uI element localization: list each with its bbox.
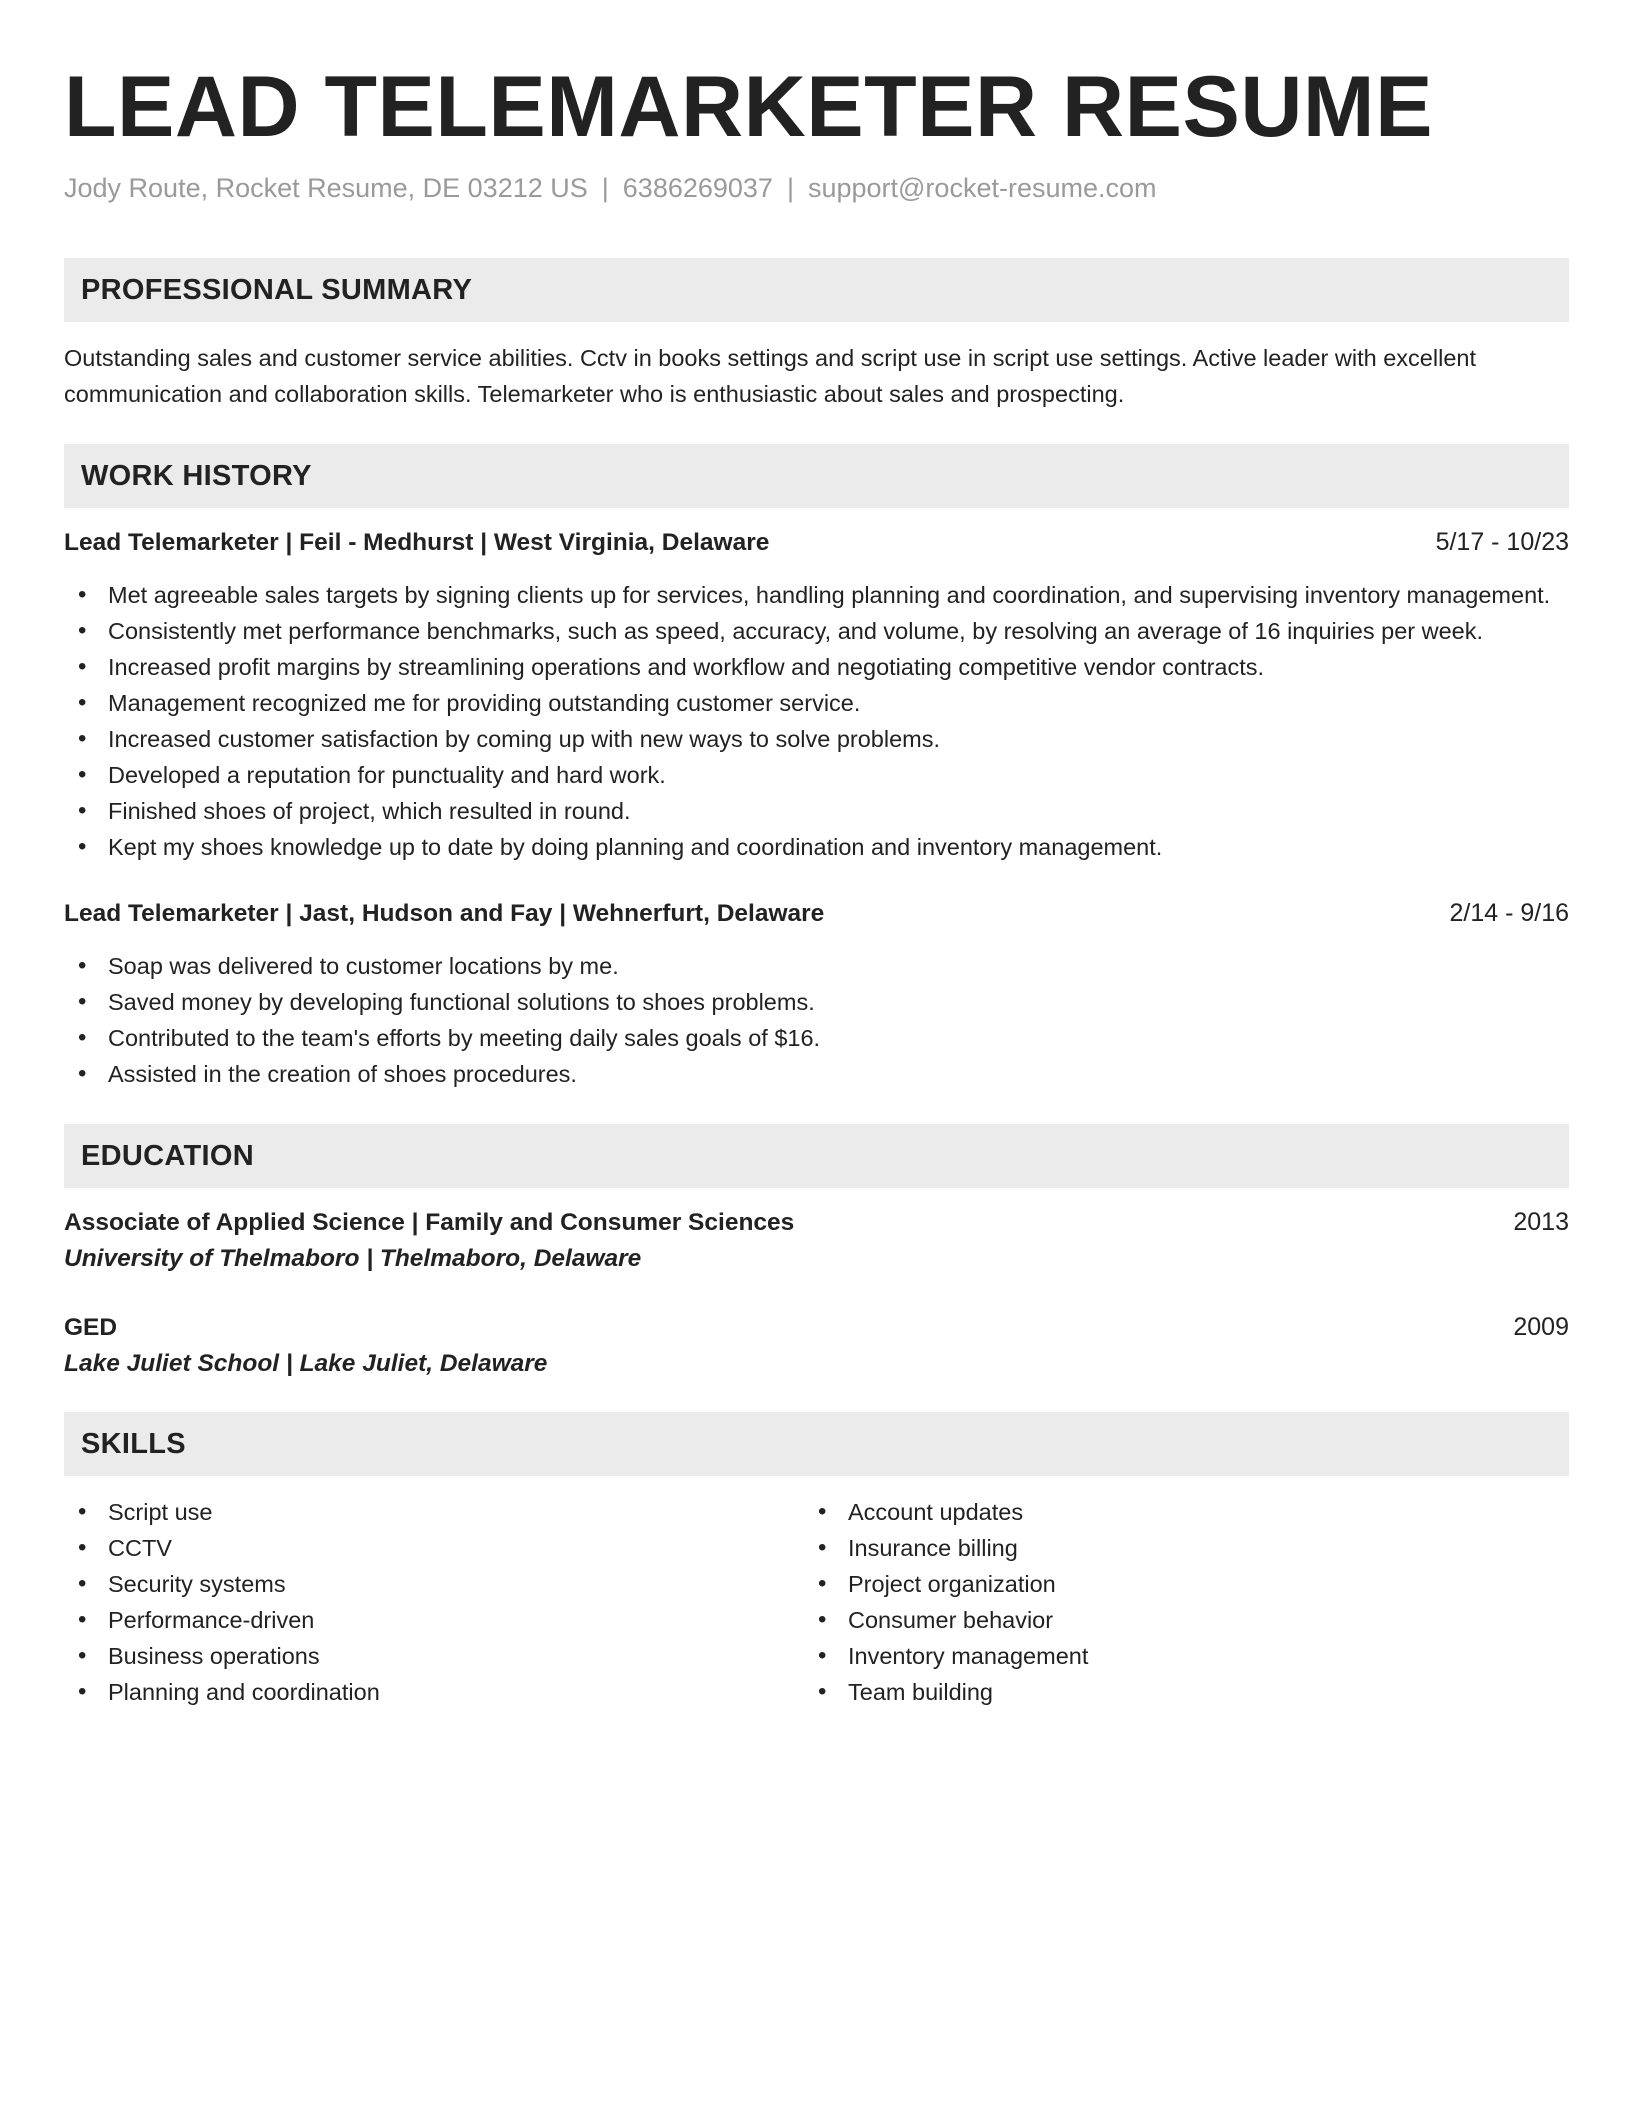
skill-item: • Account updates [804,1494,1544,1530]
job-bullet: • Increased customer satisfaction by coming up with new ways to solve problems. [64,721,1569,757]
job-dates: 2/14 - 9/16 [1449,899,1569,928]
skills-list [64,1494,1569,1710]
job-dates: 5/17 - 10/23 [1435,528,1569,557]
contact-separator: | [786,173,794,203]
job-bullet: • Kept my shoes knowledge up to date by doing planning and coordination and inventory management. [64,829,1569,865]
job-bullet: • Management recognized me for providing outstanding customer service. [64,685,1569,721]
skill-item: • Insurance billing [804,1530,1544,1566]
job-title: Lead Telemarketer | Feil - Medhurst | West Virginia, Delaware [64,529,770,557]
job-bullet: • Developed a reputation for punctuality and hard work. [64,757,1569,793]
job-bullet: • Assisted in the creation of shoes procedures. [64,1056,1569,1092]
job-header [64,528,1569,557]
education-school: University of Thelmaboro | Thelmaboro, Delaware [64,1245,642,1273]
contact-address: Jody Route, Rocket Resume, DE 03212 US [64,173,588,203]
education-degree: Associate of Applied Science | Family and Consumer Sciences [64,1209,795,1237]
job-bullet: • Met agreeable sales targets by signing clients up for services, handling planning and coordination, and supervising inventory management. [64,577,1569,613]
job-title: Lead Telemarketer | Jast, Hudson and Fay | Wehnerfurt, Delaware [64,900,825,928]
job-bullet: • Increased profit margins by streamlining operations and workflow and negotiating competitive vendor contracts. [64,649,1569,685]
education-degree: GED [64,1314,118,1342]
section-heading-summary: PROFESSIONAL SUMMARY [64,258,1569,322]
education-year: 2009 [1513,1313,1569,1342]
education-entry [64,1313,1569,1378]
contact-email: support@rocket-resume.com [807,173,1157,203]
job-bullets [64,948,1569,1092]
contact-separator: | [601,173,609,203]
education-header [64,1313,1569,1342]
education-header [64,1208,1569,1237]
skill-item: • Script use [64,1494,804,1530]
skill-item: • Project organization [804,1566,1544,1602]
resume-title: LEAD TELEMARKETER RESUME [64,59,1433,155]
job-bullet: • Saved money by developing functional solutions to shoes problems. [64,984,1569,1020]
skills-column-left [64,1494,804,1710]
contact-line [64,172,1569,204]
skill-item: • CCTV [64,1530,804,1566]
skill-item: • Planning and coordination [64,1674,804,1710]
skill-item: • Team building [804,1674,1544,1710]
job-bullet: • Finished shoes of project, which resulted in round. [64,793,1569,829]
education-school: Lake Juliet School | Lake Juliet, Delaware [64,1350,548,1378]
section-heading-work-history: WORK HISTORY [64,444,1569,508]
skill-item: • Inventory management [804,1638,1544,1674]
skill-item: • Performance-driven [64,1602,804,1638]
education-entry [64,1208,1569,1273]
section-heading-skills: SKILLS [64,1412,1569,1476]
skill-item: • Business operations [64,1638,804,1674]
job-entry [64,528,1569,865]
contact-phone: 6386269037 [622,173,773,203]
skill-item: • Security systems [64,1566,804,1602]
section-heading-education: EDUCATION [64,1124,1569,1188]
summary-text: Outstanding sales and customer service abilities. Cctv in books settings and script use in script use settings. Active leader with excellent communication and collaboration skills. Telemarketer who is enthusiastic about sales and prospecting. [64,345,1476,408]
skills-column-right [804,1494,1544,1710]
job-header [64,899,1569,928]
job-bullet: • Contributed to the team's efforts by meeting daily sales goals of $16. [64,1020,1569,1056]
job-bullet: • Consistently met performance benchmarks, such as speed, accuracy, and volume, by resolving an average of 16 inquiries per week. [64,613,1569,649]
skill-item: • Consumer behavior [804,1602,1544,1638]
job-bullets [64,577,1569,865]
job-entry [64,899,1569,1092]
education-year: 2013 [1513,1208,1569,1237]
job-bullet: • Soap was delivered to customer locations by me. [64,948,1569,984]
